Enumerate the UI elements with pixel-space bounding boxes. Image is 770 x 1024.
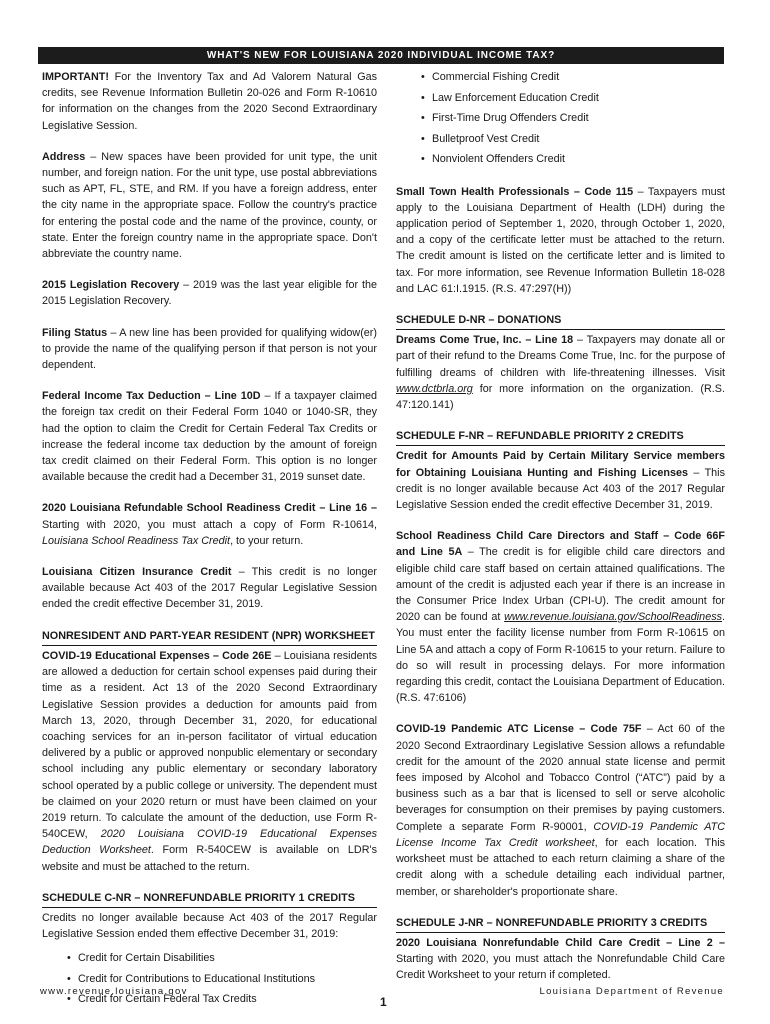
recovery-lead: 2015 Legislation Recovery: [42, 279, 180, 292]
schedule-d-heading: SCHEDULE D-NR – DONATIONS: [396, 312, 725, 330]
dreams-come-true-text-end: for more information on the organization. (R.S. 47:120.141): [396, 382, 725, 412]
schedule-c-credit-list: [42, 950, 377, 1007]
footer-website: www.revenue.louisiana.gov: [40, 986, 188, 997]
military-credit-paragraph: [396, 448, 725, 513]
small-town-health-lead: Small Town Health Professionals – Code 115: [396, 185, 634, 198]
filing-status-text: – A new line has been provided for qualifying widow(er) to provide the name of the qualifying person if that person is not your dependent.: [42, 326, 377, 372]
atc-license-text: – Act 60 of the 2020 Second Extraordinary Legislative Session allows a refundable credit for the amount of the 2020 annual state license and permit fees imposed by Alcohol and Tobacco Control (“ATC”) paid by a business such as a bar that is licensed to sell or serve alcoholic beverages for consumption on their premises by paying customers. Complete a separate Form R-90001,: [396, 723, 725, 833]
footer-department: Louisiana Department of Revenue: [539, 986, 724, 997]
citizen-insurance-paragraph: [42, 564, 377, 613]
important-lead: IMPORTANT!: [42, 71, 109, 83]
covid-education-lead: COVID-19 Educational Expenses – Code 26E: [42, 649, 272, 662]
covid-education-text: – Louisiana residents are allowed a deduction for certain school expenses paid during their time as a resident. Act 13 of the 2020 Second Extraordinary Legislative Session provides a deduction for amounts paid from March 13, 2020, through December 31, 2020, for educational coaching services for an in-person facilitator of virtual education delivered by a public or approved nonpublic elementary or secondary school including any public elementary or secondary laboratory school operated by a public college or university. The dependent must be claimed on your 2020 return or must have been claimed on your 2019 return. To calculate the amount of the deduction, use Form R-540CEW,: [42, 649, 377, 841]
page-number: 1: [380, 995, 387, 1009]
schedule-j-heading: SCHEDULE J-NR – NONREFUNDABLE PRIORITY 3 CREDITS: [396, 915, 725, 933]
dreams-come-true-text: – Taxpayers may donate all or part of their refund to the Dreams Come True, Inc. for the purpose of fulfilling dreams of children with life-threatening illnesses. Visit: [396, 334, 725, 379]
school-readiness-form-title: Louisiana School Readiness Tax Credit: [42, 534, 231, 547]
military-credit-text: – This credit is no longer available because Act 403 of the 2017 Regular Legislative Session ended the credit effective December 31, 2019.: [396, 466, 725, 512]
child-care-directors-paragraph: [396, 528, 725, 706]
atc-worksheet-title: COVID-19 Pandemic ATC License Income Tax Credit worksheet: [396, 820, 725, 849]
list-item: • Credit for Contributions to Educational Institutions: [42, 971, 377, 987]
school-readiness-paragraph: [42, 500, 377, 549]
dreams-come-true-lead: Dreams Come True, Inc. – Line 18: [396, 334, 574, 347]
list-item: • First-Time Drug Offenders Credit: [396, 110, 725, 126]
dreams-come-true-paragraph: [396, 332, 725, 413]
list-item: • Bulletproof Vest Credit: [396, 131, 725, 147]
small-town-health-text: – Taxpayers must apply to the Louisiana Department of Health (LDH) during the application period of September 1, 2020, through October 1, 2020, and a copy of the certificate letter must be attached to the return. The credit amount is listed on the certificate letter and is limited to tax. For more information, see Revenue Information Bulletin 18-028 and LAC 61:I.1915. (R.S. 47:297(H)): [396, 185, 725, 295]
important-paragraph: [42, 69, 377, 134]
page-banner-title: WHAT'S NEW FOR LOUISIANA 2020 INDIVIDUAL INCOME TAX?: [38, 47, 724, 64]
list-item: • Credit for Certain Federal Tax Credits: [42, 991, 377, 1007]
school-readiness-link[interactable]: www.revenue.louisiana.gov/SchoolReadiness: [504, 611, 722, 624]
filing-status-lead: Filing Status: [42, 326, 108, 339]
school-readiness-text-end: , to your return.: [230, 534, 304, 547]
recovery-text: – 2019 was the last year eligible for the 2015 Legislation Recovery.: [42, 279, 377, 308]
military-credit-lead: Credit for Amounts Paid by Certain Military Service members for Obtaining Louisiana Hunting and Fishing Licenses: [396, 450, 725, 479]
right-column: [396, 69, 725, 999]
child-care-directors-lead: School Readiness Child Care Directors and Staff – Code 66F and Line 5A: [396, 530, 725, 559]
dctbrla-link[interactable]: www.dctbrla.org: [396, 382, 473, 395]
address-lead: Address: [42, 150, 86, 163]
list-item: • Commercial Fishing Credit: [396, 69, 725, 85]
child-care-directors-text: – The credit is for eligible child care directors and eligible child care staff based on certain attained qualifications. The amount of the credit is adjusted each year if there is an increase in the Consumer Price Index Urban (CPI-U). The credit amount for 2020 can be found at: [396, 546, 725, 624]
recovery-paragraph: [42, 277, 377, 309]
citizen-insurance-lead: Louisiana Citizen Insurance Credit: [42, 566, 232, 579]
discontinued-credit-list: [396, 69, 725, 168]
school-readiness-lead: 2020 Louisiana Refundable School Readiness Credit – Line 16 –: [42, 502, 377, 515]
child-care-directors-text-end: . You must enter the facility license number from Form R-10615 on Line 5A and attach a copy of Form R-10615 to your return. Failure to do so will result in processing delays. For more information regarding this credit, contact the Louisiana Department of Education. (R.S. 47:6106): [396, 611, 725, 705]
atc-license-paragraph: [396, 721, 725, 899]
federal-deduction-paragraph: [42, 388, 377, 485]
covid-education-worksheet-title: 2020 Louisiana COVID-19 Educational Expenses Deduction Worksheet: [42, 828, 378, 857]
covid-education-paragraph: [42, 648, 377, 875]
important-text: For the Inventory Tax and Ad Valorem Natural Gas credits, see Revenue Information Bulletin 20-026 and Form R-10610 for information on the changes from the 2020 Second Extraordinary Legislative Session.: [42, 71, 377, 132]
atc-license-text-end: , for each location. This worksheet must be attached to each return claiming a share of the credit along with a schedule detailing each individual partner, member, or shareholder's proportionate share.: [396, 836, 725, 898]
covid-education-text-end: . Form R-540CEW is available on LDR's website and must be attached to the return.: [42, 844, 377, 873]
atc-license-lead: COVID-19 Pandemic ATC License – Code 75F: [396, 723, 642, 736]
address-text: – New spaces have been provided for unit type, the unit number, and foreign nation. For the unit type, use postal abbreviations such as APT, FL, STE, and RM. If you have a foreign address, enter the city name in the appropriate space. Follow the country's practice for entering the postal code and the name of the province, county, or state. Enter the foreign country name in the appropriate space. Don't abbreviate the country name.: [42, 150, 377, 261]
list-item: • Credit for Certain Disabilities: [42, 950, 377, 966]
filing-status-paragraph: [42, 325, 377, 374]
schedule-c-heading: SCHEDULE C-NR – NONREFUNDABLE PRIORITY 1 CREDITS: [42, 890, 377, 908]
schedule-f-heading: SCHEDULE F-NR – REFUNDABLE PRIORITY 2 CREDITS: [396, 428, 725, 446]
citizen-insurance-text: – This credit is no longer available because Act 403 of the 2017 Regular Legislative Session ended the credit effective December 31, 2019.: [42, 566, 377, 611]
npr-worksheet-heading: NONRESIDENT AND PART-YEAR RESIDENT (NPR) WORKSHEET: [42, 628, 377, 646]
list-item: • Nonviolent Offenders Credit: [396, 151, 725, 167]
address-paragraph: [42, 149, 377, 262]
list-item: • Law Enforcement Education Credit: [396, 90, 725, 106]
nonrefundable-child-care-lead: 2020 Louisiana Nonrefundable Child Care Credit – Line 2 –: [396, 936, 725, 949]
left-column: [42, 69, 377, 1024]
schedule-c-intro: Credits no longer available because Act 403 of the 2017 Regular Legislative Session ended them effective December 31, 2019:: [42, 911, 377, 941]
federal-deduction-text: – If a taxpayer claimed the foreign tax credit on their Federal Form 1040 or 1040-SR, they had the option to claim the Credit for Certain Federal Tax Credits or increase the federal income tax deduction by the amount of foreign tax credit claimed on their Federal Form. This option is no longer available because the credit had a December 31, 2019 sunset date.: [42, 390, 378, 484]
nonrefundable-child-care-paragraph: [396, 935, 725, 984]
school-readiness-text: Starting with 2020, you must attach a copy of Form R-10614,: [42, 518, 377, 531]
small-town-health-paragraph: [396, 184, 725, 297]
nonrefundable-child-care-text: Starting with 2020, you must attach the Nonrefundable Child Care Credit Worksheet to your return if completed.: [396, 953, 725, 982]
federal-deduction-lead: Federal Income Tax Deduction – Line 10D: [42, 390, 261, 403]
